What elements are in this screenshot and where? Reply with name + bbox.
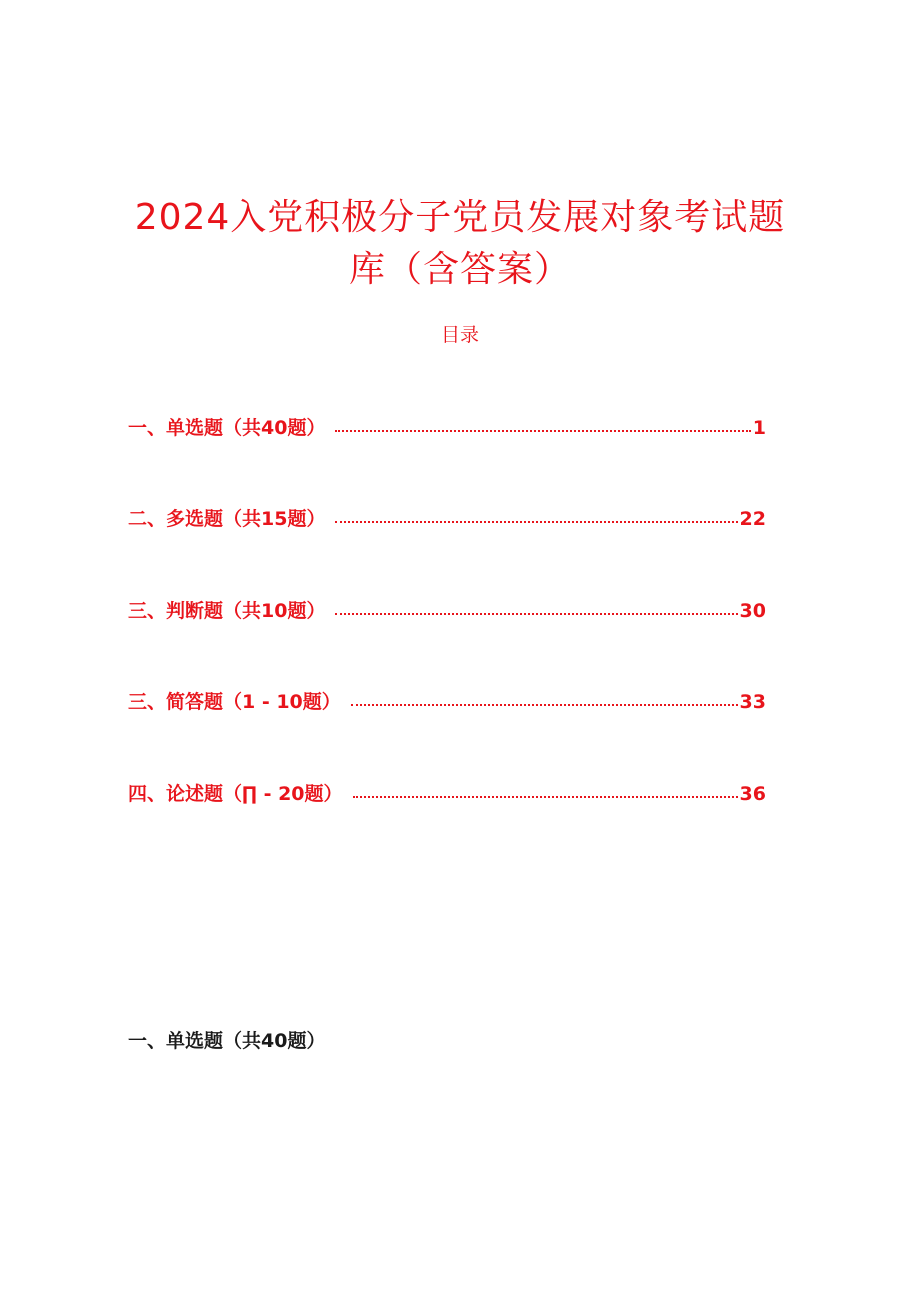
section-heading: 一、单选题（共40题）: [128, 1030, 326, 1052]
toc-leader-dots: [351, 704, 738, 706]
toc-leader-dots: [335, 613, 737, 615]
toc-entry-label: 一、单选题（共40题）: [128, 417, 326, 439]
toc-entry-short-answer[interactable]: [128, 688, 766, 716]
toc-entry-page-number: 30: [739, 600, 766, 622]
document-title: 2024入党积极分子党员发展对象考试题库（含答案）: [134, 197, 786, 291]
toc-entry-essay[interactable]: [128, 780, 766, 808]
toc-entry-multiple-choice[interactable]: [128, 505, 766, 533]
toc-leader-dots: [335, 521, 737, 523]
toc-entry-label: 二、多选题（共15题）: [128, 508, 326, 530]
toc-leader-dots: [335, 430, 750, 432]
toc-heading: 目录: [440, 324, 479, 346]
toc-entry-page-number: 1: [752, 417, 766, 439]
toc-entry-label: 四、论述题（∏ - 20题）: [128, 783, 343, 805]
toc-entry-label: 三、判断题（共10题）: [128, 600, 326, 622]
toc-entry-page-number: 33: [739, 691, 766, 713]
toc-entry-label: 三、简答题（1 - 10题）: [128, 691, 341, 713]
toc-entry-single-choice[interactable]: [128, 414, 766, 442]
toc-leader-dots: [353, 796, 738, 798]
toc-entry-page-number: 22: [739, 508, 766, 530]
toc-entry-page-number: 36: [739, 783, 766, 805]
toc-entry-true-false[interactable]: [128, 597, 766, 625]
